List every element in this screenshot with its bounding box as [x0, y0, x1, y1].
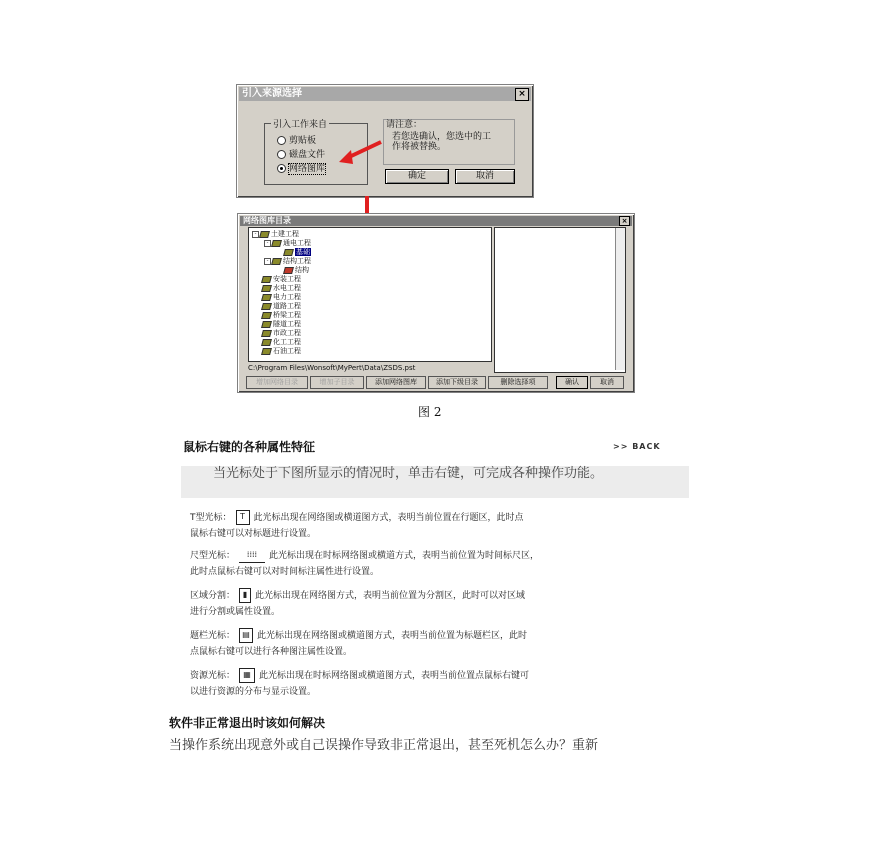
folder-icon	[271, 240, 282, 247]
tree-item[interactable]: - 土建工程	[252, 230, 299, 239]
radio-dot-icon	[277, 150, 286, 159]
tree-item[interactable]: 安装工程	[262, 275, 301, 284]
tree-item[interactable]: 道路工程	[262, 302, 301, 311]
folder-icon	[261, 312, 272, 319]
tree-item[interactable]: - 结构工程	[264, 257, 311, 266]
item-text: 点鼠标右键可以进行各种图注属性设置。	[190, 647, 353, 657]
folder-icon	[261, 321, 272, 328]
folder-icon	[271, 258, 282, 265]
item-label: 资源光标：	[190, 671, 236, 681]
delete-selection-button[interactable]: 删除选择项	[488, 376, 548, 389]
import-source-dialog	[236, 84, 534, 198]
network-library-dialog	[237, 213, 635, 393]
item-text: 此光标出现在网络图或横道图方式，表明当前位置为标题栏区，此时	[257, 631, 528, 641]
radio-network-library[interactable]	[277, 164, 325, 175]
close-icon[interactable]: ×	[515, 88, 529, 101]
cursor-item	[190, 510, 690, 542]
tree-item[interactable]: 基础	[284, 248, 311, 257]
item-text: 此光标出现在时标网络图或横道图方式，表明当前位置点鼠标右键可	[259, 671, 530, 681]
cancel-button[interactable]: 取消	[455, 169, 515, 184]
folder-icon	[261, 330, 272, 337]
file-path: C:\Program Files\Wonsoft\MyPert\Data\ZSDS.pst	[248, 364, 416, 372]
radio-label: 剪贴板	[289, 136, 317, 146]
radio-dot-selected-icon	[277, 164, 286, 173]
folder-icon	[261, 348, 272, 355]
collapse-icon: -	[252, 231, 259, 238]
radio-dot-icon	[277, 136, 286, 145]
title-bar-cursor-icon: ▤	[239, 628, 253, 643]
scrollbar[interactable]	[615, 228, 625, 370]
close-icon[interactable]: ×	[619, 216, 630, 226]
section2-title: 软件非正常退出时该如何解决	[169, 716, 326, 730]
item-text: 此时点鼠标右键可以对时间标注属性进行设置。	[190, 567, 380, 577]
cursor-item	[190, 668, 690, 700]
figure-caption: 图 2	[418, 405, 442, 419]
intro-text: 当光标处于下图所显示的情况时，单击右键，可完成各种操作功能。	[213, 466, 604, 481]
tree-item[interactable]: - 通电工程	[264, 239, 311, 248]
folder-icon	[261, 294, 272, 301]
cursor-item	[190, 548, 690, 580]
collapse-icon: -	[264, 258, 271, 265]
tree-item[interactable]: 市政工程	[262, 329, 301, 338]
note-group	[383, 119, 515, 165]
preview-pane	[494, 227, 626, 373]
radio-clipboard[interactable]	[277, 136, 316, 147]
confirm-button[interactable]: 确认	[556, 376, 588, 389]
radio-label: 网络图库	[289, 164, 326, 174]
chart-file-icon	[283, 267, 294, 274]
collapse-icon: -	[264, 240, 271, 247]
tree-pane[interactable]	[248, 227, 492, 362]
dialog-title-bar	[239, 87, 531, 101]
note-label: 请注意：	[386, 120, 423, 130]
item-text: 以进行资源的分布与显示设置。	[190, 687, 317, 697]
split-cursor-icon: ▮	[239, 588, 251, 603]
dialog-title: 引入来源选择	[242, 88, 302, 99]
folder-icon	[259, 231, 270, 238]
add-child-dir-button[interactable]: 添加下级目录	[428, 376, 486, 389]
section2-text: 当操作系统出现意外或自己误操作导致非正常退出，甚至死机怎么办？重新	[169, 738, 599, 753]
item-label: 区域分割：	[190, 591, 236, 601]
radio-disk-file[interactable]	[277, 150, 325, 161]
group-label: 引入工作来自	[271, 117, 329, 130]
resource-cursor-icon: ▦	[239, 668, 255, 683]
add-network-dir-button[interactable]: 增加网络目录	[246, 376, 308, 389]
back-link[interactable]: >> BACK	[613, 442, 661, 451]
radio-label: 磁盘文件	[289, 150, 326, 160]
tree-item[interactable]: 化工工程	[262, 338, 301, 347]
item-text: 此光标出现在网络图或横道图方式，表明当前位置在行题区，此时点	[253, 513, 524, 523]
tree-item[interactable]: 石油工程	[262, 347, 301, 356]
folder-icon	[283, 249, 294, 256]
item-text: 进行分割或属性设置。	[190, 607, 281, 617]
tree-item[interactable]: 桥梁工程	[262, 311, 301, 320]
ruler-cursor-icon: ⁞⁞⁞⁞	[239, 549, 265, 563]
ok-button[interactable]: 确定	[385, 169, 449, 184]
item-label: T型光标：	[190, 513, 232, 523]
section-title: 鼠标右键的各种属性特征	[183, 440, 316, 454]
intro-paragraph	[181, 466, 689, 498]
cancel-button[interactable]: 取消	[590, 376, 624, 389]
tree-item[interactable]: 结构	[284, 266, 309, 275]
cursor-item	[190, 628, 690, 660]
tree-item[interactable]: 隧道工程	[262, 320, 301, 329]
add-subdir-button[interactable]: 增加子目录	[310, 376, 364, 389]
item-text: 此光标出现在网络图方式，表明当前位置为分割区，此时可以对区域	[255, 591, 526, 601]
note-text: 若您选确认，您选中的工作将被替换。	[392, 132, 492, 152]
item-label: 题栏光标：	[190, 631, 236, 641]
cursor-item	[190, 588, 690, 620]
folder-icon	[261, 285, 272, 292]
dialog-title-bar	[240, 216, 632, 226]
tree-item[interactable]: 电力工程	[262, 293, 301, 302]
folder-icon	[261, 303, 272, 310]
item-label: 尺型光标：	[190, 551, 236, 561]
add-network-library-button[interactable]: 添加网络图库	[366, 376, 426, 389]
dialog-title: 网络图库目录	[243, 216, 291, 225]
tree-item[interactable]: 水电工程	[262, 284, 301, 293]
item-text: 鼠标右键可以对标题进行设置。	[190, 529, 317, 539]
red-arrow-icon	[335, 138, 385, 168]
item-text: 此光标出现在时标网络图或横道方式，表明当前位置为时间标尺区，	[269, 551, 540, 561]
folder-icon	[261, 276, 272, 283]
folder-icon	[261, 339, 272, 346]
t-cursor-icon: T	[236, 510, 250, 525]
